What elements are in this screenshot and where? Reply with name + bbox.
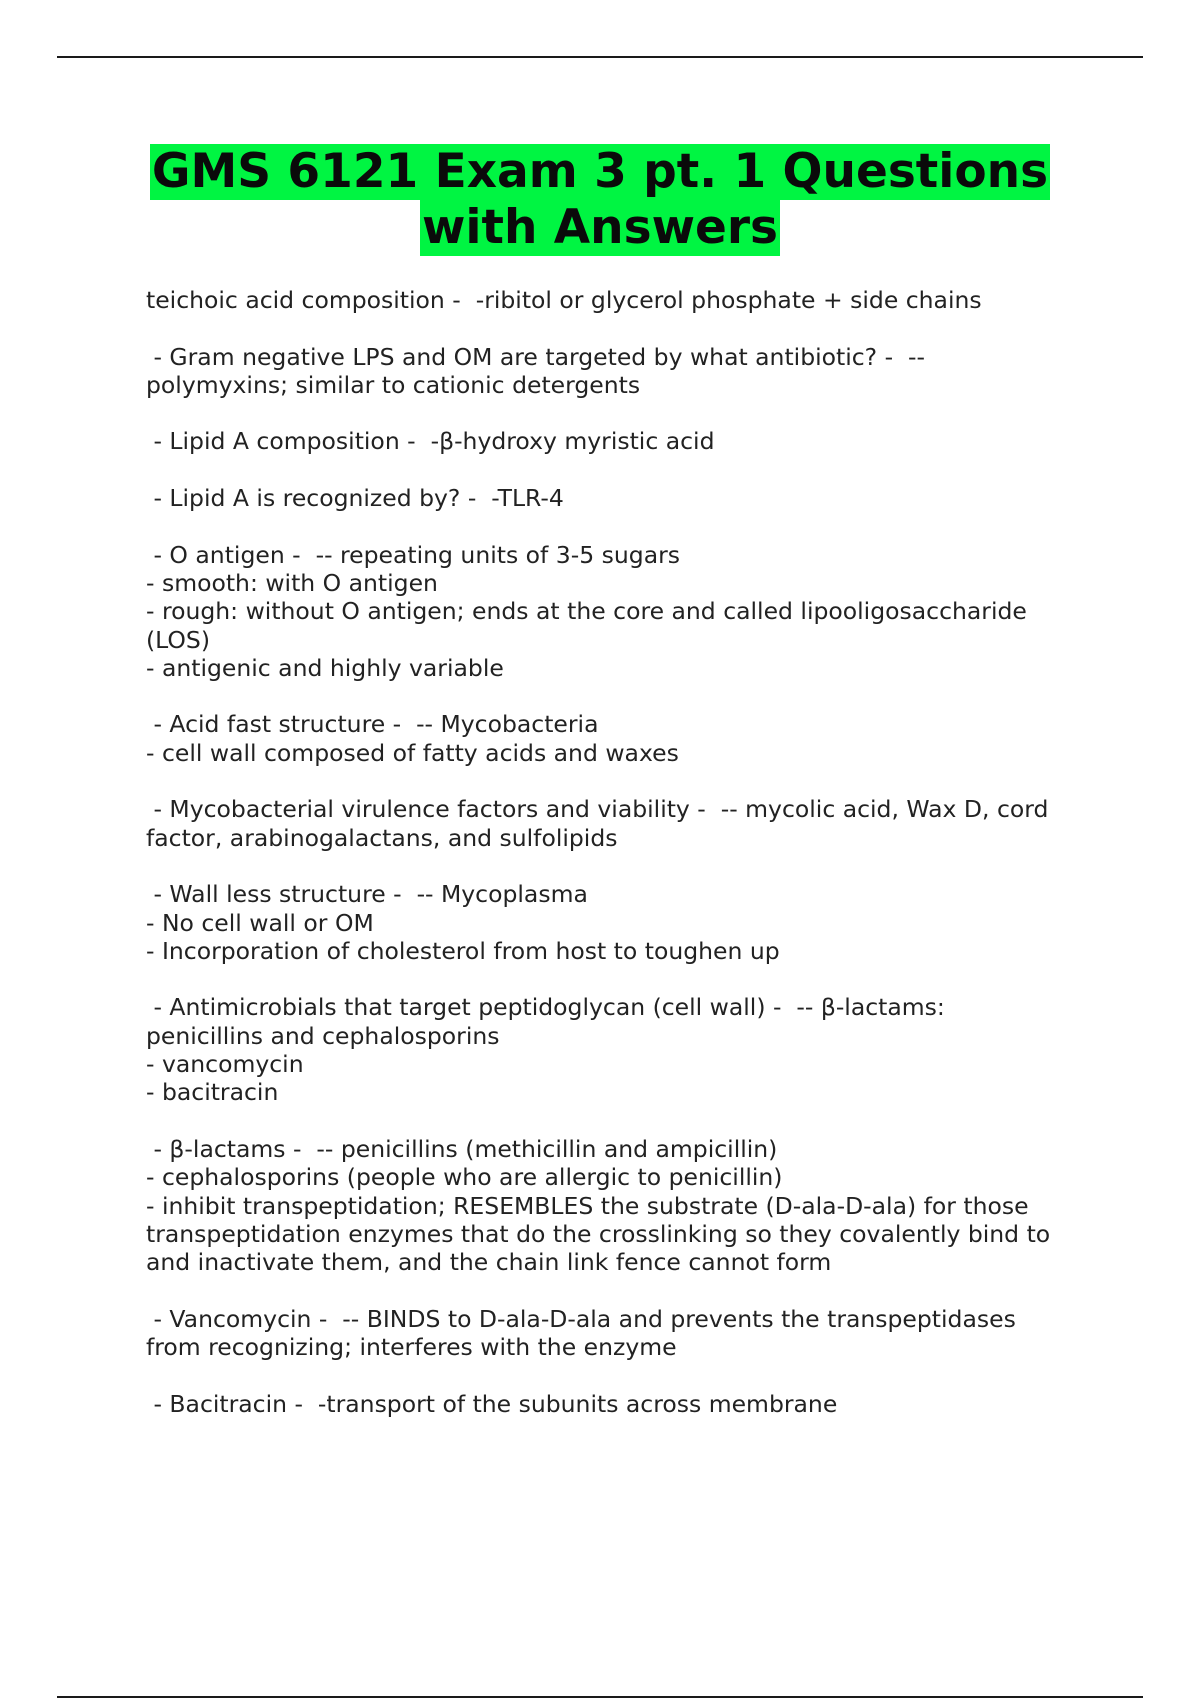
qa-text: - Gram negative LPS and OM are targeted by what antibiotic? - -- polymyxins; similar to cationic detergents — [146, 342, 926, 399]
qa-text: - Wall less structure - -- Mycoplasma - No cell wall or OM - Incorporation of cholesterol from host to toughen up — [146, 880, 780, 965]
qa-item — [146, 880, 1086, 965]
qa-item — [146, 1305, 1086, 1362]
qa-text: - Bacitracin - -transport of the subunits across membrane — [146, 1389, 838, 1418]
qa-item — [146, 484, 1086, 512]
qa-item — [146, 541, 1086, 682]
title-line-2: with Answers — [421, 200, 779, 255]
qa-text: - Lipid A is recognized by? - -TLR-4 — [146, 484, 564, 513]
qa-text: - O antigen - -- repeating units of 3-5 sugars - smooth: with O antigen - rough: without O antigen; ends at the core and called lipooligosaccharide (LOS) - antigenic and highly variable — [146, 540, 1027, 682]
qa-item — [146, 795, 1086, 852]
title-line-1: GMS 6121 Exam 3 pt. 1 Questions — [151, 144, 1049, 199]
qa-item — [146, 710, 1086, 767]
qa-item — [146, 343, 1086, 400]
qa-text: teichoic acid composition - -ribitol or glycerol phosphate + side chains — [146, 286, 982, 314]
page-title — [100, 144, 1100, 256]
qa-text: - β-lactams - -- penicillins (methicillin and ampicillin) - cephalosporins (people who are allergic to penicillin) - inhibit transpeptidation; RESEMBLES the substrate (D-ala-D-ala) for those transpeptidation enzymes that do the crosslinking so they covalently bind to and inactivate them, and the chain link fence cannot form — [146, 1134, 1051, 1277]
qa-list — [146, 286, 1086, 1446]
qa-text: - Acid fast structure - -- Mycobacteria - cell wall composed of fatty acids and waxes — [146, 710, 679, 767]
qa-item — [146, 286, 1086, 314]
qa-text: - Mycobacterial virulence factors and viability - -- mycolic acid, Wax D, cord factor, arabinogalactans, and sulfolipids — [146, 795, 1049, 852]
footer-rule — [57, 1696, 1143, 1698]
qa-item — [146, 1135, 1086, 1276]
qa-text: - Antimicrobials that target peptidoglycan (cell wall) - -- β-lactams: penicillins and cephalosporins - vancomycin - bacitracin — [146, 993, 945, 1107]
qa-text: - Lipid A composition - -β-hydroxy myristic acid — [146, 427, 715, 456]
qa-item — [146, 993, 1086, 1106]
header-rule — [57, 56, 1143, 58]
qa-item — [146, 427, 1086, 455]
qa-text: - Vancomycin - -- BINDS to D-ala-D-ala and prevents the transpeptidases from recognizing; interferes with the enzyme — [146, 1304, 1016, 1361]
qa-item — [146, 1390, 1086, 1418]
